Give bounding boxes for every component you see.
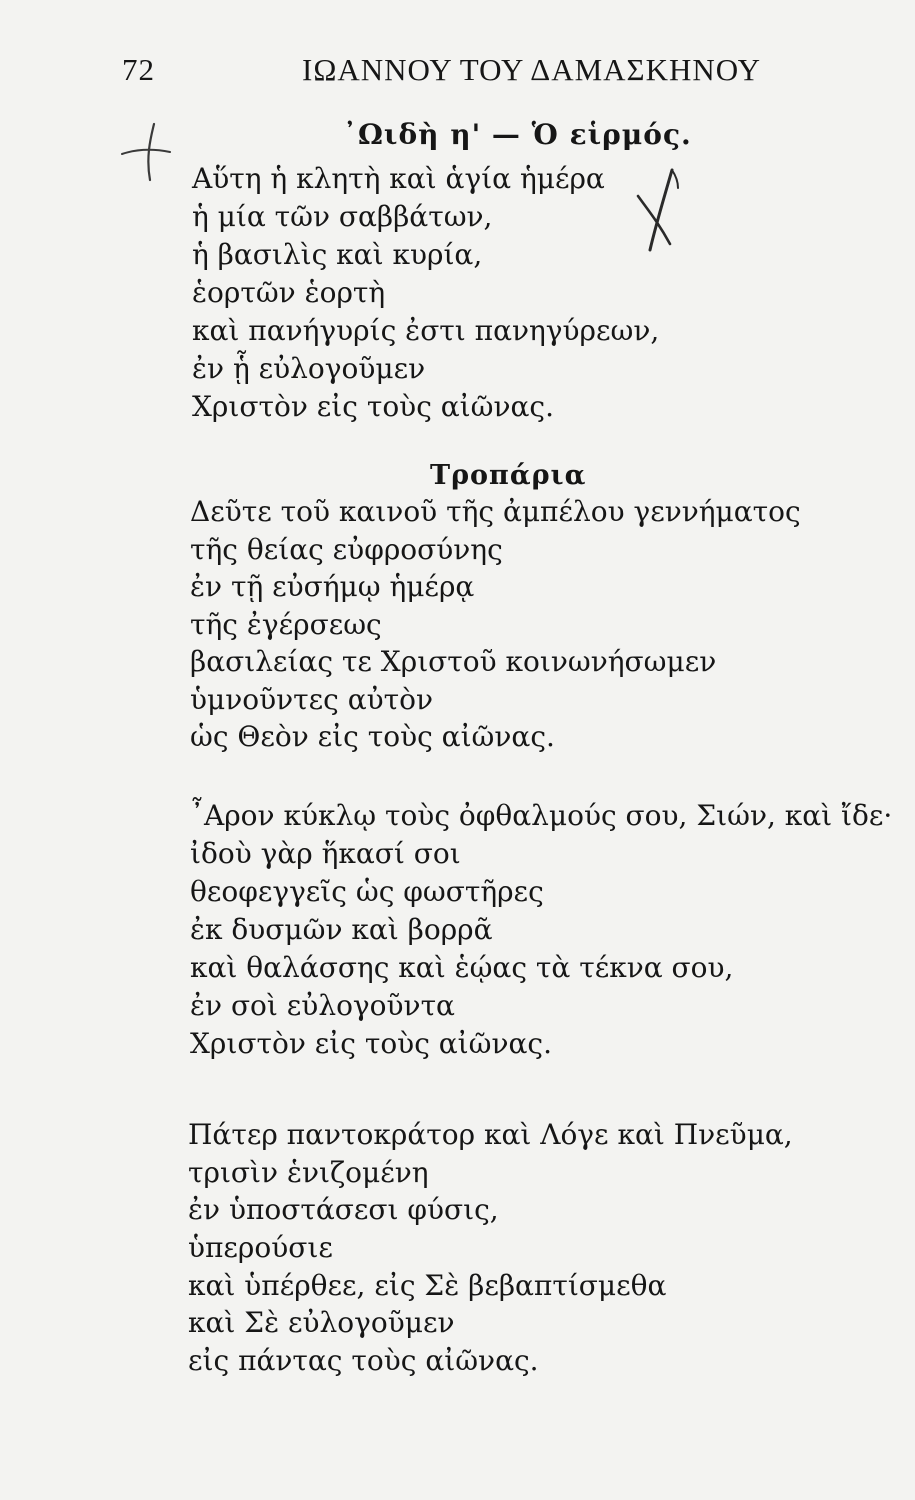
heirmos-stanza [192, 160, 659, 426]
verse-line: ἰδοὺ γὰρ ἥκασί σοι [190, 837, 461, 870]
verse-line: Αὕτη ἡ κλητὴ καὶ ἁγία ἡμέρα [192, 162, 605, 195]
verse-line: καὶ θαλάσσης καὶ ἑῴας τὰ τέκνα σου, [190, 951, 734, 984]
verse-line: ἐν σοὶ εὐλογοῦντα [190, 989, 455, 1022]
verse-line: καὶ πανήγυρίς ἐστι πανηγύρεων, [192, 314, 660, 347]
verse-line: ὑπερούσιε [188, 1231, 333, 1265]
verse-line: ῏Αρον κύκλῳ τοὺς ὀφθαλμούς σου, Σιών, καὶ ἴδε· [190, 799, 893, 832]
verse-line: ὑμνοῦντες αὐτὸν [190, 682, 434, 716]
verse-line: ἐν τῇ εὐσήμῳ ἡμέρᾳ [190, 570, 475, 603]
verse-line: ἡ μία τῶν σαββάτων, [192, 200, 493, 233]
verse-line: ἡ βασιλὶς καὶ κυρία, [192, 238, 483, 271]
verse-line: καὶ Σὲ εὐλογοῦμεν [188, 1306, 455, 1340]
verse-line: ἐν ᾗ εὐλογοῦμεν [192, 352, 426, 385]
verse-line: ἐκ δυσμῶν καὶ βορρᾶ [190, 913, 493, 946]
verse-line: Χριστὸν εἰς τοὺς αἰῶνας. [190, 1027, 553, 1060]
verse-line: ἑορτῶν ἑορτὴ [192, 276, 386, 309]
troparia-heading: Τροπάρια [430, 460, 587, 491]
verse-line: βασιλείας τε Χριστοῦ κοινωνήσωμεν [190, 645, 717, 678]
verse-line: ὡς Θεὸν εἰς τοὺς αἰῶνας. [190, 720, 555, 753]
verse-line: θεοφεγγεῖς ὡς φωστῆρες [190, 875, 544, 908]
verse-line: τρισὶν ἑνιζομένη [188, 1155, 429, 1189]
verse-line: ἐν ὑποστάσεσι φύσις, [188, 1193, 499, 1227]
verse-line: Πάτερ παντοκράτορ καὶ Λόγε καὶ Πνεῦμα, [188, 1118, 793, 1151]
verse-line: Δεῦτε τοῦ καινοῦ τῆς ἀμπέλου γεννήματος [190, 495, 801, 528]
troparion-stanza [188, 1116, 793, 1380]
running-title: ΙΩΑΝΝΟΥ ΤΟΥ ΔΑΜΑΣΚΗΝΟΥ [302, 52, 761, 87]
page-number: 72 [122, 52, 155, 87]
troparion-stanza [190, 797, 892, 1063]
troparion-stanza [190, 493, 801, 756]
verse-line: Χριστὸν εἰς τοὺς αἰῶνας. [192, 390, 555, 423]
verse-line: τῆς θείας εὐφροσύνης [190, 532, 503, 566]
verse-line: εἰς πάντας τοὺς αἰῶνας. [188, 1344, 539, 1378]
pencil-cross-mark [116, 118, 176, 188]
verse-line: τῆς ἐγέρσεως [190, 607, 382, 641]
ode-heading: ᾿Ωιδὴ η' — Ὁ εἱρμός. [343, 118, 692, 151]
verse-line: καὶ ὑπέρθεε, εἰς Σὲ βεβαπτίσμεθα [188, 1268, 667, 1302]
